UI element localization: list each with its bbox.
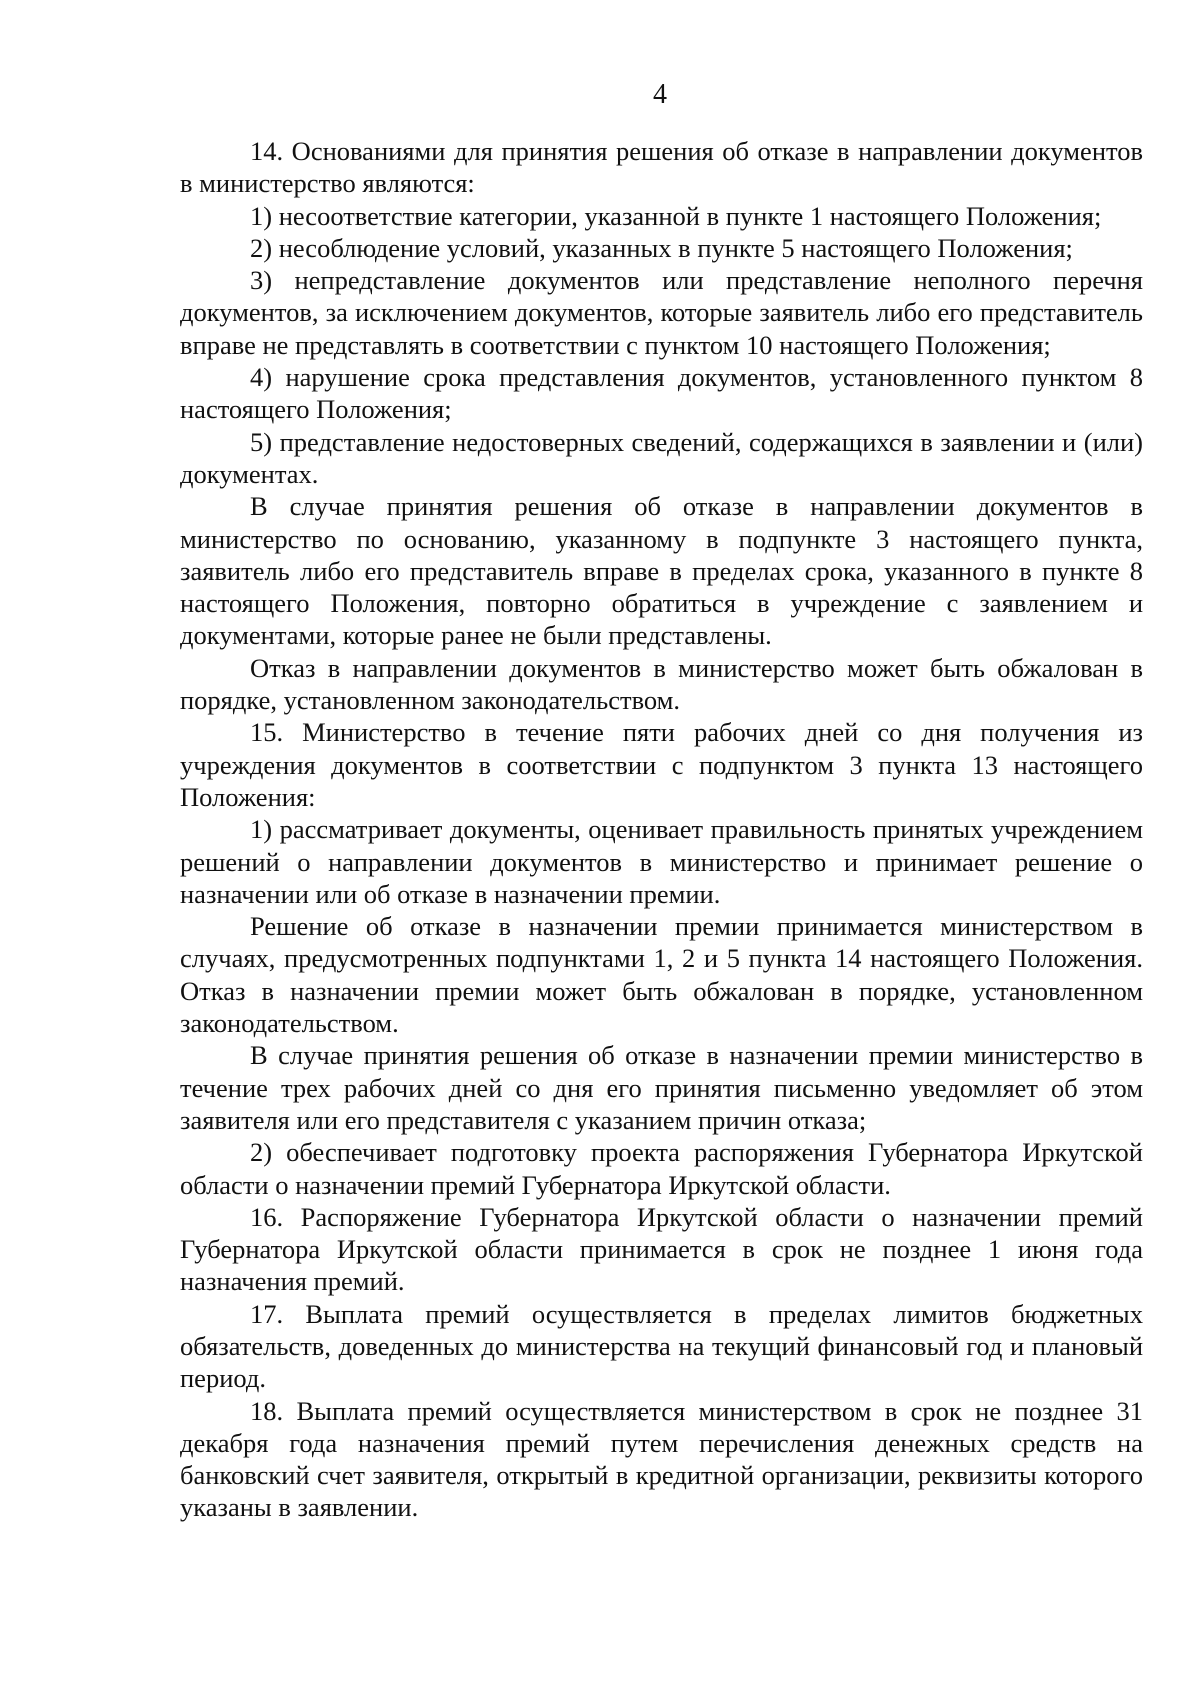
- paragraph-15-item-2: 2) обеспечивает подготовку проекта распоряжения Губернатора Иркутской области о назначении премий Губернатора Иркутской области.: [180, 1137, 1143, 1200]
- paragraph-14-item-1: 1) несоответствие категории, указанной в пункте 1 настоящего Положения;: [250, 200, 1102, 231]
- paragraph-14-item-2: 2) несоблюдение условий, указанных в пункте 5 настоящего Положения;: [250, 232, 1073, 263]
- paragraph-15-item-1: 1) рассматривает документы, оценивает правильность принятых учреждением решений о направлении документов в министерство и принимает решение о назначении или об отказе в назначении премии.: [180, 814, 1143, 909]
- document-body: [180, 135, 1143, 1524]
- paragraph-14-resubmission: В случае принятия решения об отказе в направлении документов в министерство по основанию, указанному в подпункте 3 настоящего пункта, заявитель либо его представитель вправе в пределах срока, указанного в пункте 8 настоящего Положения, повторно обратиться в учреждение с заявлением и документами, которые ранее не были представлены.: [180, 491, 1143, 651]
- paragraph-16: 16. Распоряжение Губернатора Иркутской области о назначении премий Губернатора Иркутской области принимается в срок не позднее 1 июня года назначения премий.: [180, 1201, 1143, 1297]
- paragraph-14-item-5: 5) представление недостоверных сведений, содержащихся в заявлении и (или) документах.: [180, 426, 1143, 489]
- paragraph-14-item-4: 4) нарушение срока представления документов, установленного пунктом 8 настоящего Положения;: [180, 362, 1143, 425]
- paragraph-15-notification: В случае принятия решения об отказе в назначении премии министерство в течение трех рабочих дней со дня его принятия письменно уведомляет об этом заявителя или его представителя с указанием причин отказа;: [180, 1040, 1143, 1135]
- page-number: 4: [653, 79, 667, 110]
- paragraph-17: 17. Выплата премий осуществляется в пределах лимитов бюджетных обязательств, доведенных до министерства на текущий финансовый год и плановый период.: [180, 1298, 1143, 1394]
- paragraph-14-appeal: Отказ в направлении документов в министерство может быть обжалован в порядке, установленном законодательством.: [180, 652, 1143, 716]
- paragraph-14-item-3: 3) непредставление документов или представление неполного перечня документов, за исключением документов, которые заявитель либо его представитель вправе не представлять в соответствии с пунктом 10 настоящего Положения;: [180, 265, 1143, 360]
- paragraph-14-intro: 14. Основаниями для принятия решения об отказе в направлении документов в министерство являются:: [180, 136, 1143, 199]
- paragraph-15-refusal: Решение об отказе в назначении премии принимается министерством в случаях, предусмотренных подпунктами 1, 2 и 5 пункта 14 настоящего Положения. Отказ в назначении премии может быть обжалован в порядке, установленном законодательством.: [180, 911, 1143, 1039]
- paragraph-15-intro: 15. Министерство в течение пяти рабочих дней со дня получения из учреждения документов в соответствии с подпунктом 3 пункта 13 настоящего Положения:: [180, 717, 1143, 812]
- paragraph-18: 18. Выплата премий осуществляется министерством в срок не позднее 31 декабря года назначения премий путем перечисления денежных средств на банковский счет заявителя, открытый в кредитной организации, реквизиты которого указаны в заявлении.: [180, 1395, 1143, 1523]
